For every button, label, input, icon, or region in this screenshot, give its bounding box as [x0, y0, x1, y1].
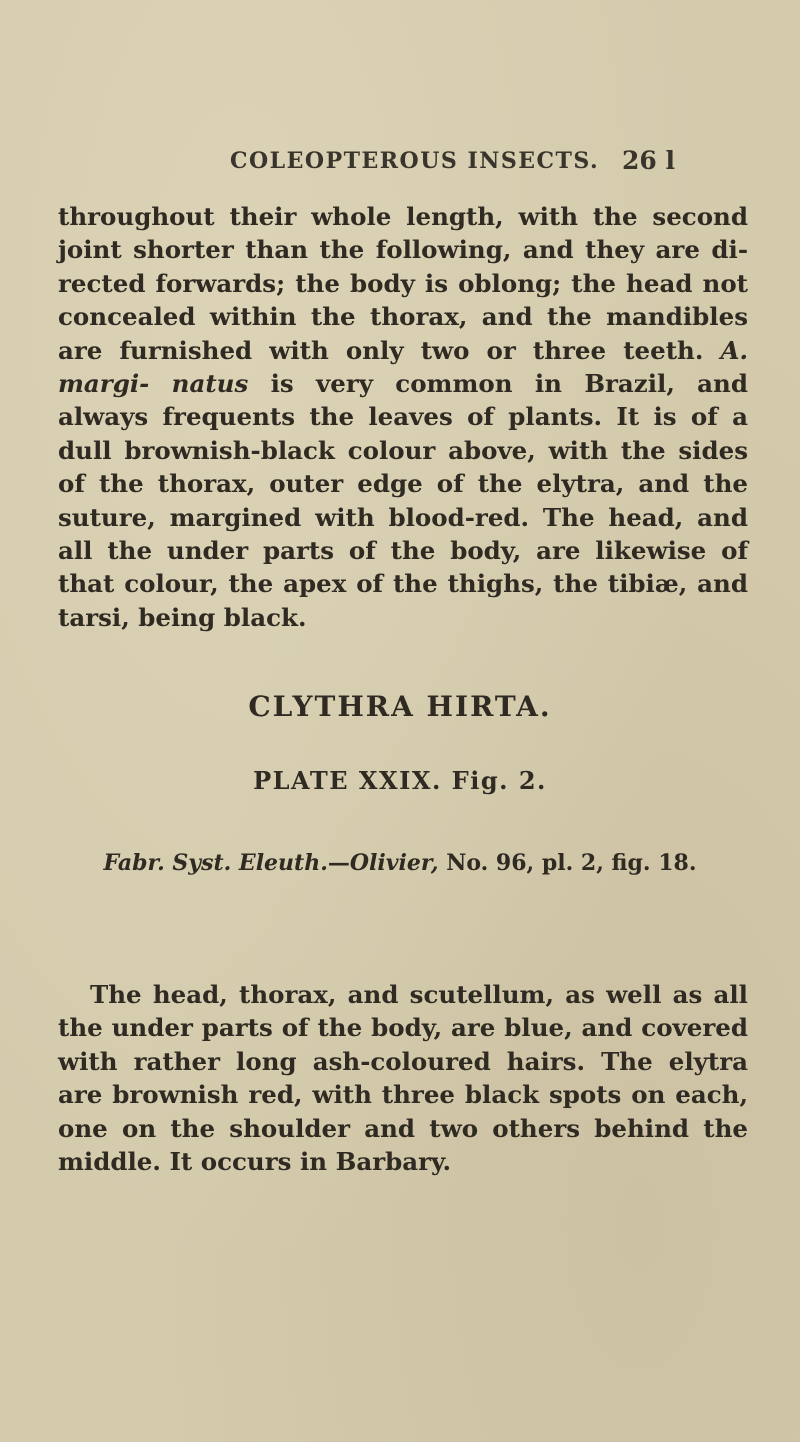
citation — [0, 850, 800, 876]
species-heading: CLYTHRA HIRTA. — [248, 690, 552, 723]
plate-reference: PLATE XXIX. Fig. 2. — [253, 766, 547, 795]
page-header — [0, 148, 800, 178]
citation-fabricius: Fabr. Syst. Eleuth. — [103, 850, 328, 876]
species-name: A. margi- natus — [58, 335, 749, 399]
page-number: 26 l — [622, 146, 675, 175]
paragraph-tail: is very common in Brazil, and always frequents the leaves of plants. It is of a dull brownish-black colour above, with the sides of the thorax, outer edge of the elytra, and the suture, margined with blood-red. The head, and all the under parts of the body, are likewise of that colour, the apex of the thighs, the tibiæ, and tarsi, being black. — [58, 369, 749, 632]
citation-separator: — — [327, 850, 350, 876]
paragraph-species-description: The head, thorax, and scutellum, as well as all the under parts of the body, are blue, and covered with rather long ash-coloured hairs. The elytra are brownish red, with three black spots on each, one on the shoulder and two others behind the middle. It occurs in Barbary. — [58, 980, 748, 1177]
paragraph-lead: throughout their whole length, with the second joint shorter than the following, and they are di- rected forwards; the body is oblong; the head not concealed within the thorax, and the mandibles are furnished with only two or three teeth. — [58, 202, 748, 365]
paragraph-genus-description — [58, 200, 748, 634]
running-title: COLEOPTEROUS INSECTS. — [230, 148, 600, 174]
citation-reference: No. 96, pl. 2, fig. 18. — [446, 850, 697, 876]
citation-olivier: Olivier, — [349, 850, 439, 876]
